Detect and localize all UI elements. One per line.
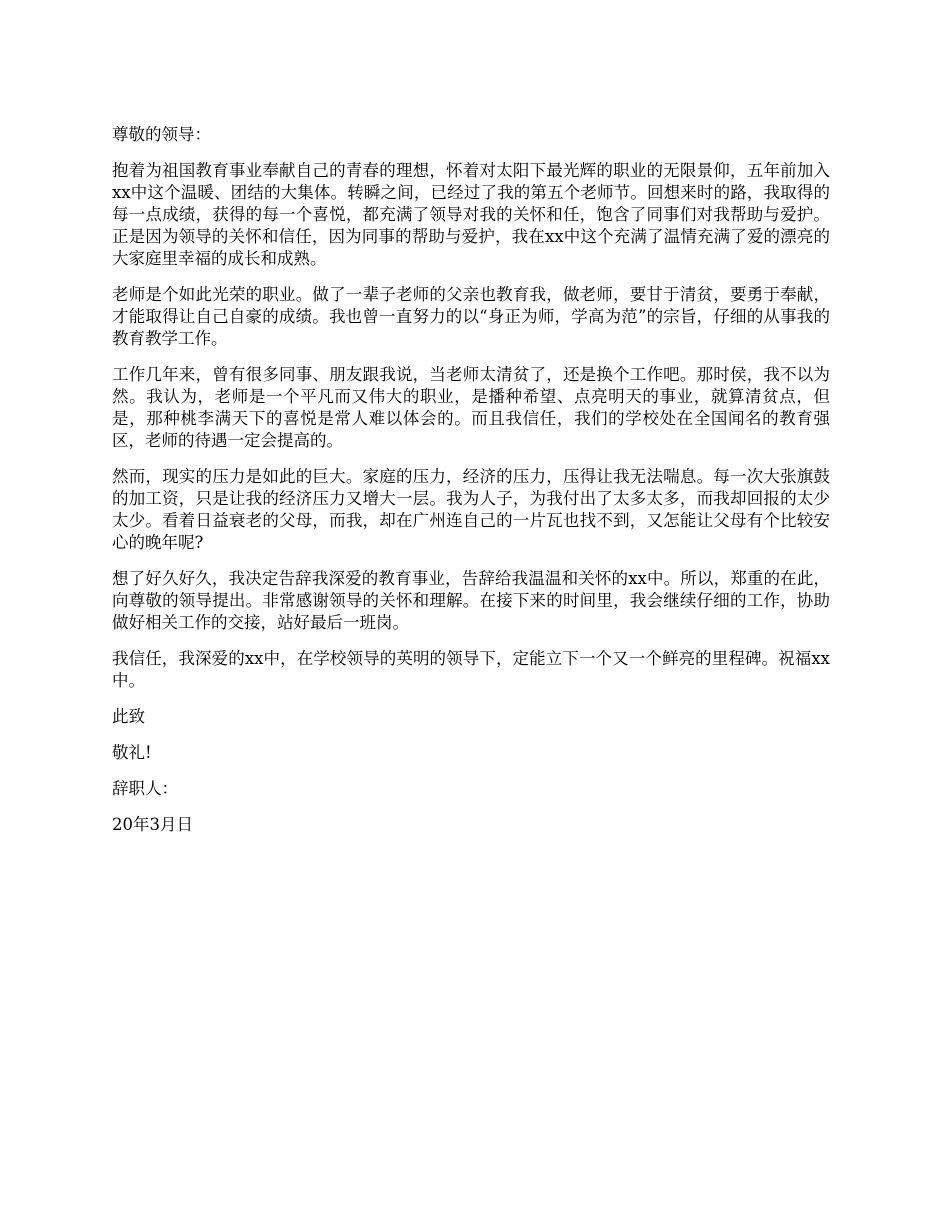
date-line: 20年3月日: [112, 815, 193, 834]
body-paragraph-1: 抱着为祖国教育事业奉献自己的青春的理想，怀着对太阳下最光辉的职业的无限景仰，五年前加入xx中这个温暖、团结的大集体。转瞬之间，已经过了我的第五个老师节。回想来时的路，我取得的每一点成绩，获得的每一个喜悦，都充满了领导对我的关怀和任，饱含了同事们对我帮助与爱护。正是因为领导的关怀和信任，因为同事的帮助与爱护，我在xx中这个充满了温情充满了爱的漂亮的大家庭里幸福的成长和成熟。: [112, 161, 830, 268]
body-paragraph-3: 工作几年来，曾有很多同事、朋友跟我说，当老师太清贫了，还是换个工作吧。那时侯，我不以为然。我认为，老师是一个平凡而又伟大的职业，是播种希望、点亮明天的事业，就算清贫点，但是，那种桃李满天下的喜悦是常人难以体会的。而且我信任，我们的学校处在全国闻名的教育强区，老师的待遇一定会提高的。: [112, 365, 830, 450]
resignation-letter: [112, 124, 830, 836]
body-paragraph-2: 老师是个如此光荣的职业。做了一辈子老师的父亲也教育我，做老师，要甘于清贫，要勇于奉献，才能取得让自己自豪的成绩。我也曾一直努力的以“身正为师，学高为范”的宗旨，仔细的从事我的教育教学工作。: [112, 285, 830, 348]
body-paragraph-4: 然而，现实的压力是如此的巨大。家庭的压力，经济的压力，压得让我无法喘息。每一次大张旗鼓的加工资，只是让我的经济压力又增大一层。我为人子，为我付出了太多太多，而我却回报的太少太少。看着日益衰老的父母，而我，却在广州连自己的一片瓦也找不到，又怎能让父母有个比较安心的晚年呢?: [112, 467, 830, 552]
signature-line: 辞职人：: [112, 779, 178, 798]
regards: 敬礼!: [112, 743, 152, 762]
body-paragraph-5: 想了好久好久，我决定告辞我深爱的教育事业，告辞给我温温和关怀的xx中。所以，郑重的在此，向尊敬的领导提出。非常感谢领导的关怀和理解。在接下来的时间里，我会继续仔细的工作，协助做好相关工作的交接，站好最后一班岗。: [112, 569, 830, 632]
closing: 此致: [112, 707, 145, 726]
body-paragraph-6: 我信任，我深爱的xx中，在学校领导的英明的领导下，定能立下一个又一个鲜亮的里程碑。祝福xx中。: [112, 649, 830, 690]
salutation: 尊敬的领导：: [112, 125, 211, 144]
